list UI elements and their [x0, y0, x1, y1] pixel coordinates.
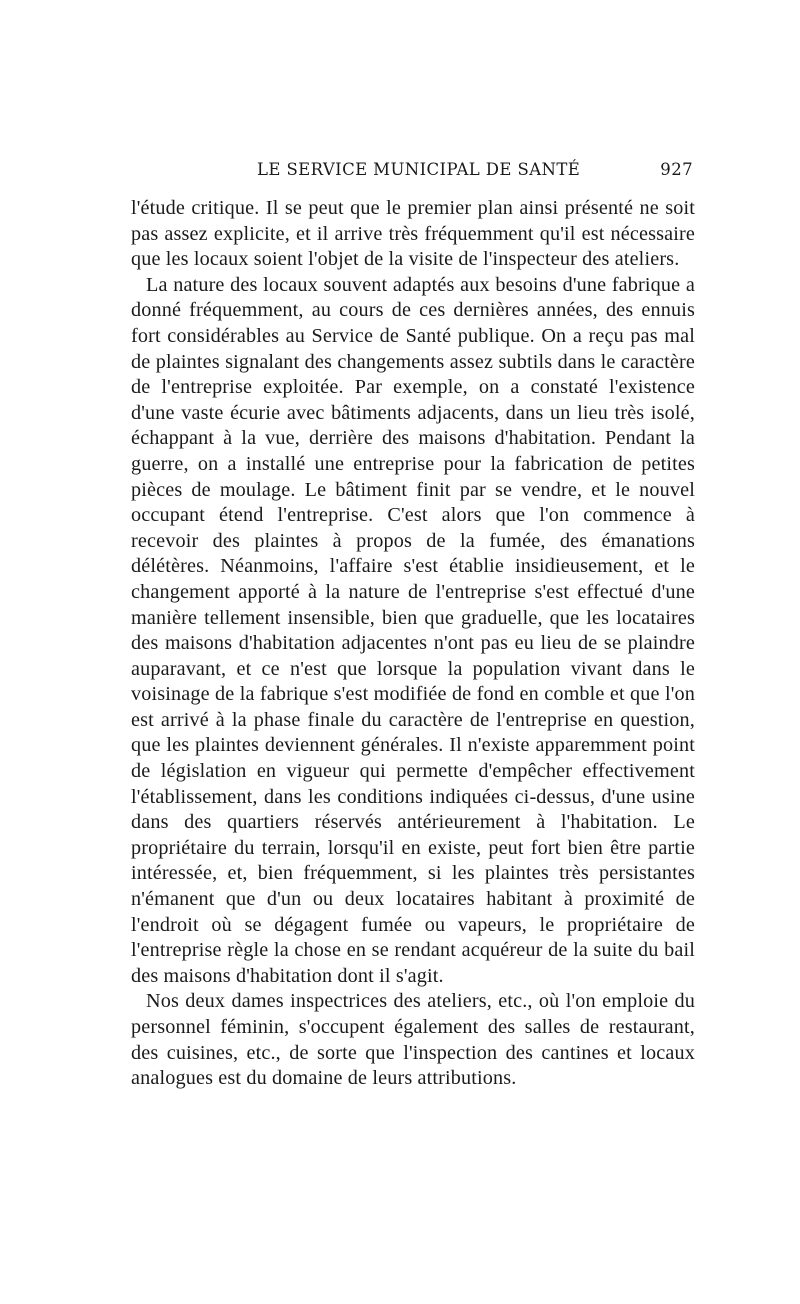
paragraph-continuation: l'étude critique. Il se peut que le premier plan ainsi présenté ne soit pas assez explicite, et il arrive très fréquemment qu'il est nécessaire que les locaux soient l'objet de la visite de l'inspecteur des ateliers.: [131, 197, 695, 271]
page-number: 927: [660, 160, 693, 179]
paragraph-factory-premises: La nature des locaux souvent adaptés aux besoins d'une fabrique a donné fréquemment, au cours de ces dernières années, des ennuis fort considérables au Service de Santé publique. On a reçu pas mal de plaintes signalant des changements assez subtils dans le caractère de l'entreprise exploitée. Par exemple, on a constaté l'existence d'une vaste écurie avec bâtiments adjacents, dans un lieu très isolé, échappant à la vue, derrière des maisons d'habitation. Pendant la guerre, on a installé une entreprise pour la fabrication de petites pièces de moulage. Le bâtiment finit par se vendre, et le nouvel occupant étend l'entreprise. C'est alors que l'on commence à recevoir des plaintes à propos de la fumée, des émanations délétères. Néanmoins, l'affaire s'est établie insidieusement, et le changement apporté à la nature de l'entreprise s'est effectué d'une manière tellement insensible, bien que graduelle, que les locataires des maisons d'habitation adjacentes n'ont pas eu lieu de se plaindre auparavant, et ce n'est que lorsque la population vivant dans le voisinage de la fabrique s'est modifiée de fond en comble et que l'on est arrivé à la phase finale du caractère de l'entreprise en question, que les plaintes deviennent générales. Il n'existe apparemment point de législation en vigueur qui permette d'empêcher effectivement l'établissement, dans les conditions indiquées ci-dessus, d'une usine dans des quartiers réservés antérieurement à l'habitation. Le propriétaire du terrain, lorsqu'il en existe, peut fort bien être partie intéressée, et, bien fréquemment, si les plaintes très persistantes n'émanent que d'un ou deux locataires habitant à proximité de l'endroit où se dégagent fumée ou vapeurs, le propriétaire de l'entreprise règle la chose en se rendant acquéreur de la suite du bail des maisons d'habitation dont il s'agit.: [131, 273, 695, 987]
body-text: [131, 196, 695, 1092]
running-head: [131, 158, 693, 186]
running-title: LE SERVICE MUNICIPAL DE SANTÉ: [257, 160, 581, 179]
paragraph-inspectresses: Nos deux dames inspectrices des ateliers, etc., où l'on emploie du personnel féminin, s'occupent également des salles de restaurant, des cuisines, etc., de sorte que l'inspection des cantines et locaux analogues est du domaine de leurs attributions.: [131, 990, 695, 1090]
